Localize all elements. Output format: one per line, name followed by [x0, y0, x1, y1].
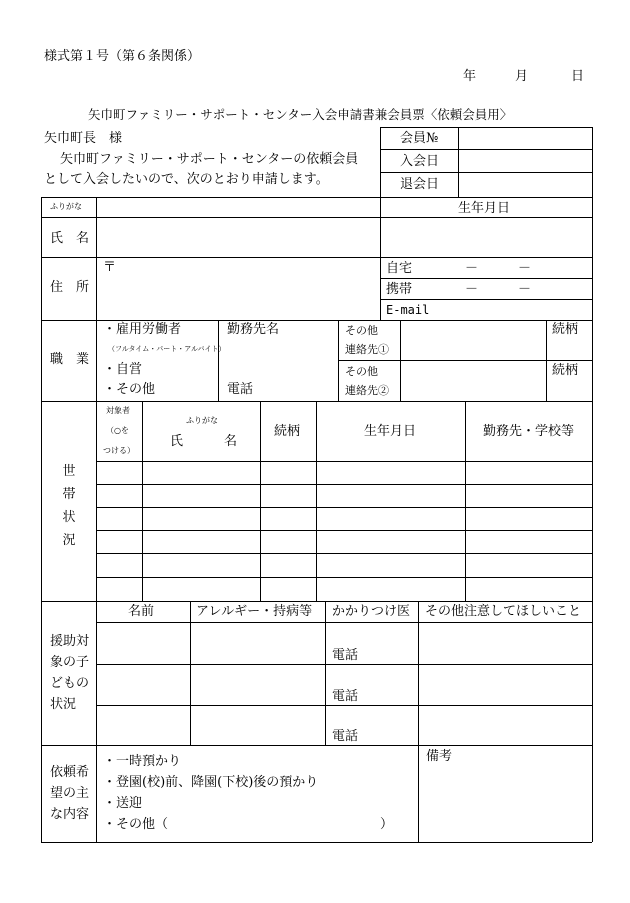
- request-item-transport: ・送迎: [103, 796, 143, 811]
- request-label-line1: 依頼希: [50, 765, 90, 780]
- child-phone-2: 電話: [332, 689, 359, 704]
- occupation-option-employee: ・雇用労働者: [103, 322, 182, 337]
- request-text-line2: として入会したいので、次のとおり申請します。: [44, 172, 329, 187]
- dash-4: －: [518, 282, 532, 297]
- relation-label-2: 続柄: [552, 363, 579, 378]
- other-contact-2-a: その他: [345, 365, 378, 378]
- remarks-label: 備考: [426, 749, 453, 764]
- request-text-line1: 矢巾町ファミリー・サポート・センターの依頼会員: [60, 152, 359, 167]
- other-contact-1-b: 連絡先①: [345, 343, 389, 356]
- household-work-school-label: 勤務先・学校等: [483, 424, 575, 439]
- date-day: 日: [571, 69, 585, 84]
- request-label-line3: な内容: [50, 807, 90, 822]
- postal-mark: 〒: [103, 260, 117, 275]
- dash-3: －: [465, 282, 479, 297]
- target-label-c: つける）: [103, 446, 135, 455]
- date-year: 年: [463, 69, 477, 84]
- target-label-b: （○を: [106, 426, 129, 435]
- member-no-label: 会員№: [400, 131, 439, 146]
- document-title: 矢巾町ファミリー・サポート・センター入会申請書兼会員票〈依頼会員用〉: [88, 107, 513, 122]
- form-number: 様式第１号（第６条関係）: [44, 49, 201, 64]
- child-label-line2: 象の子: [50, 655, 90, 670]
- relation-label-1: 続柄: [552, 322, 579, 337]
- mobile-phone-label: 携帯: [386, 282, 413, 297]
- addressee: 矢巾町長 様: [44, 131, 123, 146]
- furigana-label: ふりがな: [50, 202, 82, 211]
- child-phone-1: 電話: [332, 648, 359, 663]
- child-label-line1: 援助対: [50, 634, 90, 649]
- request-item-other-close: ）: [380, 817, 394, 832]
- request-item-before-after: ・登園(校)前、降園(下校)後の預かり: [103, 775, 319, 790]
- occupation-option-other: ・その他: [103, 382, 156, 397]
- request-item-temporary: ・一時預かり: [103, 754, 182, 769]
- occupation-option-self: ・自営: [103, 362, 143, 377]
- other-contact-2-b: 連絡先②: [345, 384, 389, 397]
- workplace-label: 勤務先名: [227, 322, 280, 337]
- dash-1: －: [465, 261, 479, 276]
- household-birthdate-label: 生年月日: [364, 424, 417, 439]
- leave-date-label: 退会日: [400, 177, 440, 192]
- birthdate-label: 生年月日: [458, 201, 511, 216]
- household-relation-label: 続柄: [274, 424, 301, 439]
- child-phone-3: 電話: [332, 729, 359, 744]
- occupation-label: 職 業: [50, 352, 90, 367]
- household-name-label-a: 氏: [170, 434, 184, 449]
- child-label-line4: 状況: [50, 697, 77, 712]
- workplace-phone-label: 電話: [227, 382, 254, 397]
- home-phone-label: 自宅: [386, 261, 413, 276]
- occupation-option-employee-note: （フルタイム・パート・アルバイト）: [108, 345, 226, 353]
- child-label-line3: どもの: [50, 676, 90, 691]
- child-doctor-header: かかりつけ医: [332, 604, 411, 619]
- date-month: 月: [515, 69, 529, 84]
- child-name-header: 名前: [128, 604, 155, 619]
- dash-2: －: [518, 261, 532, 276]
- address-label: 住 所: [50, 280, 90, 295]
- child-notes-header: その他注意してほしいこと: [425, 604, 582, 619]
- target-label-a: 対象者: [106, 406, 130, 415]
- household-name-label-b: 名: [224, 434, 238, 449]
- request-label-line2: 望の主: [50, 786, 90, 801]
- name-label: 氏 名: [50, 231, 90, 246]
- email-label: E-mail: [386, 303, 430, 317]
- join-date-label: 入会日: [400, 154, 440, 169]
- household-furigana-label: ふりがな: [186, 416, 218, 425]
- other-contact-1-a: その他: [345, 324, 378, 337]
- household-label: 世 帯 状 況: [62, 464, 76, 548]
- child-allergy-header: アレルギー・持病等: [196, 604, 313, 619]
- request-item-other: ・その他（: [103, 817, 169, 832]
